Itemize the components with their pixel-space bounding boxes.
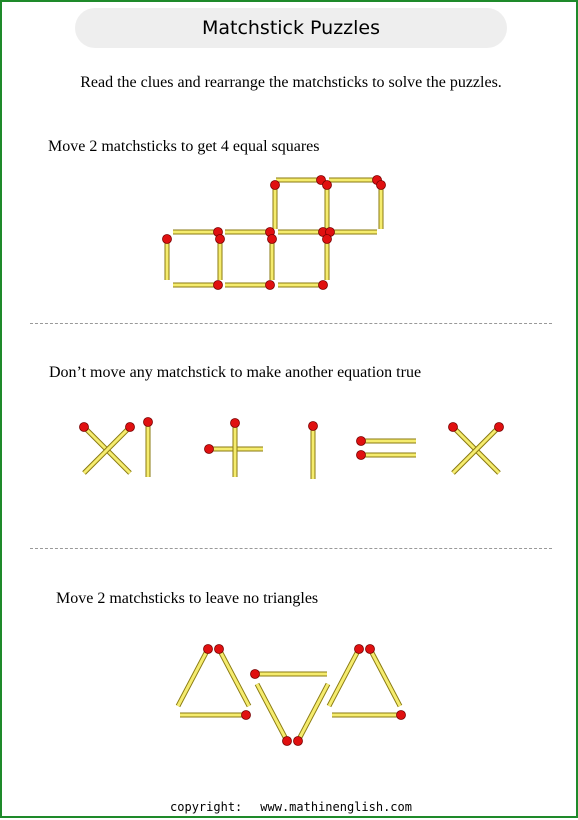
- match-head: [323, 181, 332, 190]
- matchstick-figures: [2, 2, 578, 820]
- matchstick: [357, 437, 417, 446]
- match-head: [163, 235, 172, 244]
- matchstick: [251, 670, 328, 679]
- puzzle-3-triangles-figure: [178, 645, 406, 746]
- match-head: [144, 418, 153, 427]
- matchstick: [173, 228, 223, 237]
- matchstick: [276, 176, 326, 185]
- match-head: [271, 181, 280, 190]
- matchstick: [225, 228, 275, 237]
- matchstick: [257, 684, 292, 746]
- matchstick: [216, 235, 225, 281]
- matchstick: [215, 645, 250, 707]
- match-head: [268, 235, 277, 244]
- puzzle-1-instruction: Move 2 matchsticks to get 4 equal squares: [48, 138, 320, 155]
- match-head: [309, 422, 318, 431]
- match-head: [216, 235, 225, 244]
- match-head: [242, 711, 251, 720]
- match-head: [355, 645, 364, 654]
- matchstick: [294, 684, 329, 746]
- match-head: [449, 423, 458, 432]
- matchstick: [326, 228, 378, 237]
- matchstick: [268, 235, 277, 281]
- matchstick: [144, 418, 153, 478]
- matchstick: [173, 281, 223, 290]
- matchstick: [449, 423, 500, 474]
- match-head: [283, 737, 292, 746]
- puzzle-1-squares-figure: [163, 176, 386, 290]
- matchstick: [366, 645, 401, 707]
- matchstick: [178, 645, 213, 707]
- puzzle-3-instruction: Move 2 matchsticks to leave no triangles: [56, 590, 319, 607]
- matchstick: [278, 228, 328, 237]
- copyright-label: copyright:: [170, 800, 243, 814]
- match-head: [357, 451, 366, 460]
- matchstick: [80, 423, 131, 474]
- matchstick: [453, 423, 504, 474]
- matchstick: [323, 235, 332, 281]
- match-head: [231, 419, 240, 428]
- page-title-text: Matchstick Puzzles: [201, 17, 381, 39]
- match-head: [397, 711, 406, 720]
- intro-text: Read the clues and rearrange the matchsticks to solve the puzzles.: [80, 74, 502, 91]
- matchstick: [323, 181, 332, 230]
- puzzle-2-instruction: Don’t move any matchstick to make another equation true: [49, 364, 422, 381]
- matchstick: [225, 281, 275, 290]
- matchstick: [329, 176, 382, 185]
- match-head: [214, 281, 223, 290]
- matchstick: [377, 181, 386, 230]
- match-head: [205, 445, 214, 454]
- matchstick: [271, 181, 280, 230]
- matchstick: [180, 711, 251, 720]
- matchstick: [332, 711, 406, 720]
- match-head: [366, 645, 375, 654]
- match-head: [495, 423, 504, 432]
- copyright-site: www.mathinenglish.com: [260, 800, 412, 814]
- match-head: [319, 281, 328, 290]
- matchstick: [309, 422, 318, 480]
- match-head: [80, 423, 89, 432]
- puzzle-2-equation-figure: [80, 418, 504, 480]
- match-head: [251, 670, 260, 679]
- match-head: [126, 423, 135, 432]
- match-head: [357, 437, 366, 446]
- match-head: [266, 281, 275, 290]
- matchstick: [84, 423, 135, 474]
- matchstick: [163, 235, 172, 281]
- match-head: [323, 235, 332, 244]
- match-head: [294, 737, 303, 746]
- copyright-footer: [2, 800, 578, 814]
- match-head: [204, 645, 213, 654]
- matchstick: [357, 451, 417, 460]
- matchstick: [329, 645, 364, 707]
- match-head: [377, 181, 386, 190]
- match-head: [215, 645, 224, 654]
- matchstick: [278, 281, 328, 290]
